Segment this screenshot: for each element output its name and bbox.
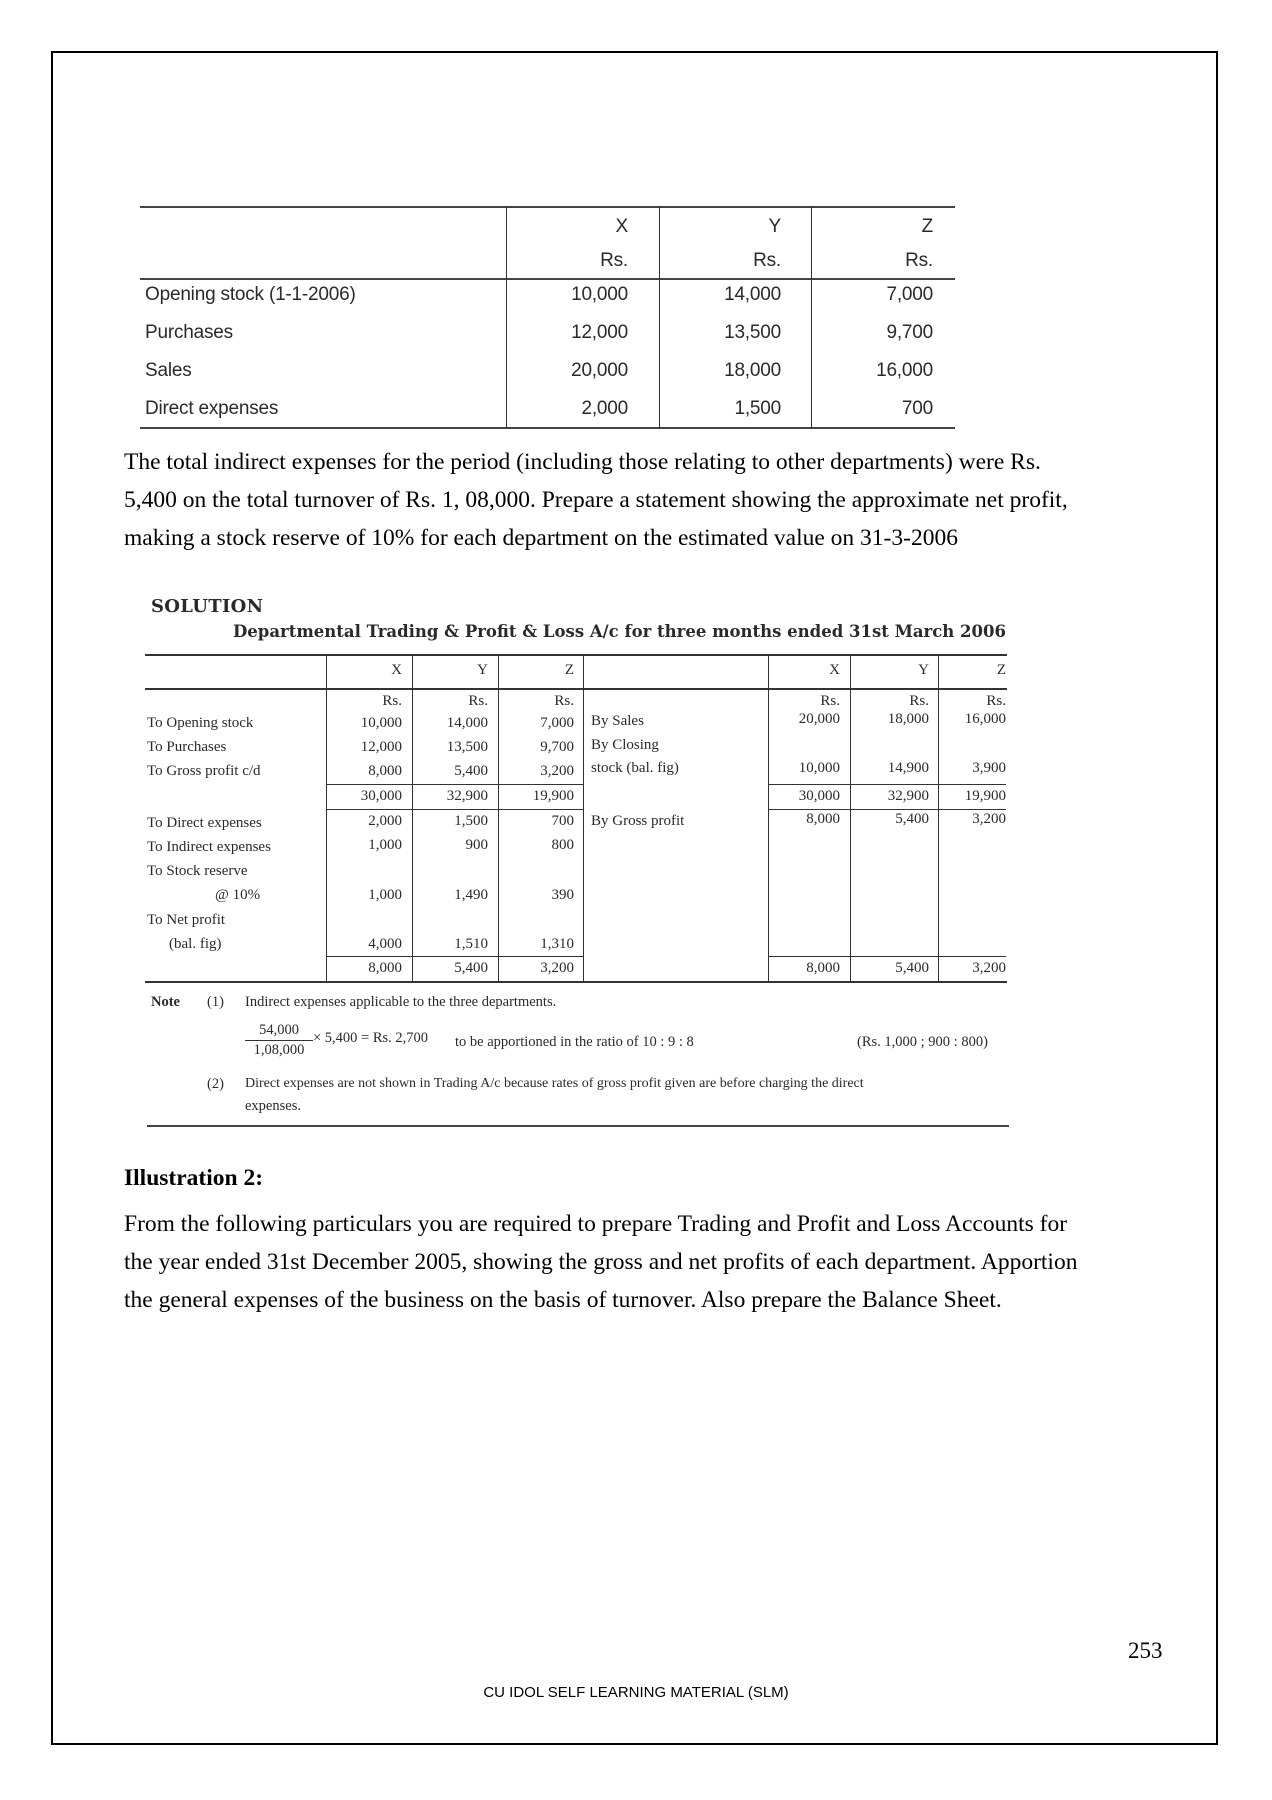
- subtotal-rule: [326, 784, 583, 785]
- note-2-marker: (2): [207, 1076, 224, 1092]
- debit-pl-total: 8,000: [368, 960, 402, 976]
- column-header-x: X: [829, 662, 840, 678]
- note-2-text: Direct expenses are not shown in Trading A/c because rates of gross profit given are before charging the direct: [245, 1076, 864, 1091]
- debit-label-indirect-expenses: To Indirect expenses: [147, 839, 271, 855]
- currency-label: Rs.: [753, 250, 781, 271]
- debit-label-opening-stock: To Opening stock: [147, 715, 254, 731]
- debit-cell: 8,000: [368, 763, 402, 779]
- currency-label: Rs.: [382, 693, 402, 709]
- credit-trading-total: 30,000: [798, 788, 840, 804]
- debit-cell: 1,310: [540, 936, 574, 952]
- solution-label: SOLUTION: [151, 596, 264, 617]
- debit-cell: 10,000: [360, 715, 402, 731]
- fraction-bar: [245, 1040, 313, 1041]
- row-label-sales: Sales: [145, 360, 192, 381]
- table-cell: 13,500: [724, 322, 781, 343]
- debit-cell: 5,400: [454, 763, 488, 779]
- table-cell: 10,000: [571, 284, 628, 305]
- row-label-direct-expenses: Direct expenses: [145, 398, 279, 419]
- credit-cell: 14,900: [887, 760, 929, 776]
- problem-paragraph: [124, 443, 1184, 557]
- credit-cell: 10,000: [798, 760, 840, 776]
- table-cell: 16,000: [876, 360, 933, 381]
- debit-cell: 390: [551, 887, 574, 903]
- currency-label: Rs.: [820, 693, 840, 709]
- credit-label-closing: By Closing: [591, 737, 659, 753]
- table-cell: 2,000: [581, 398, 628, 419]
- column-header-z: Z: [564, 662, 574, 678]
- column-divider: [326, 654, 327, 981]
- column-header-y: Y: [768, 216, 781, 237]
- column-divider: [498, 654, 499, 981]
- credit-pl-total: 5,400: [895, 960, 929, 976]
- debit-label-net-profit: To Net profit: [147, 912, 226, 928]
- paragraph-line: making a stock reserve of 10% for each department on the estimated value on 31-3-2006: [124, 525, 958, 551]
- debit-pl-total: 5,400: [454, 960, 488, 976]
- table-cell: 1,500: [734, 398, 781, 419]
- column-divider: [583, 654, 584, 981]
- note-2-text-continued: expenses.: [245, 1098, 301, 1114]
- currency-label: Rs.: [554, 693, 574, 709]
- table-cell: 9,700: [886, 322, 933, 343]
- trading-pl-account: [145, 654, 1007, 984]
- table-cell: 20,000: [571, 360, 628, 381]
- column-divider: [412, 654, 413, 981]
- debit-cell: 7,000: [540, 715, 574, 731]
- debit-cell: 800: [551, 837, 574, 853]
- subtotal-rule: [768, 956, 1006, 957]
- given-data-table: [140, 206, 955, 429]
- formula-tail: to be apportioned in the ratio of 10 : 9 : 8: [455, 1034, 694, 1050]
- credit-pl-total: 3,200: [972, 960, 1006, 976]
- account-title: Departmental Trading & Profit & Loss A/c for three months ended 31st March 2006: [233, 622, 1006, 641]
- total-rule: [768, 809, 1006, 810]
- column-divider: [768, 654, 769, 981]
- debit-cell: 1,000: [368, 887, 402, 903]
- row-label-purchases: Purchases: [145, 322, 233, 343]
- column-header-z: Z: [996, 662, 1006, 678]
- account-header-rule: [145, 688, 1007, 690]
- debit-cell: 700: [551, 813, 574, 829]
- debit-cell: 1,500: [454, 813, 488, 829]
- table-cell: 700: [901, 398, 933, 419]
- credit-label-gross-profit: By Gross profit: [591, 813, 685, 829]
- paragraph-line: the general expenses of the business on the basis of turnover. Also prepare the Balance Sheet.: [124, 1287, 1002, 1313]
- column-header-y: Y: [477, 662, 488, 678]
- note-1-marker: (1): [207, 994, 224, 1010]
- credit-trading-total: 32,900: [887, 788, 929, 804]
- debit-label-gross-profit-cd: To Gross profit c/d: [147, 763, 261, 779]
- illustration-heading: Illustration 2:: [124, 1165, 264, 1191]
- table-cell: 14,000: [724, 284, 781, 305]
- account-top-rule: [145, 654, 1007, 656]
- debit-cell: 1,000: [368, 837, 402, 853]
- credit-label-closing-stock: stock (bal. fig): [591, 760, 679, 776]
- paragraph-line: the year ended 31st December 2005, showing the gross and net profits of each department. Apportion: [124, 1249, 1078, 1275]
- debit-pl-total: 3,200: [540, 960, 574, 976]
- column-header-y: Y: [918, 662, 929, 678]
- table-cell: 12,000: [571, 322, 628, 343]
- debit-cell: 4,000: [368, 936, 402, 952]
- paragraph-line: 5,400 on the total turnover of Rs. 1, 08,000. Prepare a statement showing the approximate net profit,: [124, 487, 1068, 513]
- table-cell: 18,000: [724, 360, 781, 381]
- credit-cell: 3,900: [972, 760, 1006, 776]
- note-1-text: Indirect expenses applicable to the three departments.: [245, 994, 557, 1010]
- debit-label-direct-expenses: To Direct expenses: [147, 815, 262, 831]
- page-number: 253: [1128, 1638, 1163, 1663]
- credit-cell: 18,000: [887, 711, 929, 727]
- subtotal-rule: [768, 784, 1006, 785]
- column-divider: [938, 654, 939, 981]
- column-divider: [506, 206, 507, 429]
- credit-cell: 20,000: [798, 711, 840, 727]
- column-header-x: X: [391, 662, 402, 678]
- credit-cell: 3,200: [972, 811, 1006, 827]
- currency-label: Rs.: [600, 250, 628, 271]
- currency-label: Rs.: [909, 693, 929, 709]
- debit-cell: 13,500: [446, 739, 488, 755]
- footer-text: CU IDOL SELF LEARNING MATERIAL (SLM): [483, 1684, 789, 1701]
- fraction-denominator: 1,08,000: [253, 1042, 305, 1058]
- solution-bottom-rule: [147, 1125, 1009, 1127]
- table-bottom-rule: [140, 427, 955, 429]
- currency-label: Rs.: [986, 693, 1006, 709]
- credit-pl-total: 8,000: [806, 960, 840, 976]
- formula-result: (Rs. 1,000 ; 900 : 800): [857, 1034, 988, 1050]
- fraction: [245, 1022, 313, 1059]
- currency-label: Rs.: [468, 693, 488, 709]
- debit-cell: 12,000: [360, 739, 402, 755]
- note-label: Note: [151, 994, 180, 1010]
- credit-cell: 16,000: [964, 711, 1006, 727]
- paragraph-line: The total indirect expenses for the period (including those relating to other departments) were Rs.: [124, 449, 1041, 475]
- debit-trading-total: 32,900: [446, 788, 488, 804]
- formula-text: × 5,400 = Rs. 2,700: [313, 1030, 429, 1046]
- total-rule: [326, 809, 583, 810]
- debit-trading-total: 30,000: [360, 788, 402, 804]
- column-header-x: X: [615, 216, 628, 237]
- subtotal-rule: [326, 956, 583, 957]
- debit-label-stock-reserve: To Stock reserve: [147, 863, 248, 879]
- paragraph-line: From the following particulars you are required to prepare Trading and Profit and Loss Accounts for: [124, 1211, 1068, 1237]
- table-top-rule: [140, 206, 955, 208]
- debit-cell: 14,000: [446, 715, 488, 731]
- column-divider: [850, 654, 851, 981]
- debit-cell: 2,000: [368, 813, 402, 829]
- row-label-opening-stock: Opening stock (1-1-2006): [145, 284, 356, 305]
- fraction-numerator: 54,000: [259, 1022, 299, 1038]
- debit-cell: 1,510: [454, 936, 488, 952]
- debit-cell: 9,700: [540, 739, 574, 755]
- credit-cell: 8,000: [806, 811, 840, 827]
- solution-block: [145, 590, 1025, 1140]
- table-header-rule: [140, 278, 955, 280]
- debit-cell: 1,490: [454, 887, 488, 903]
- debit-label-purchases: To Purchases: [147, 739, 227, 755]
- table-cell: 7,000: [886, 284, 933, 305]
- debit-cell: 900: [465, 837, 488, 853]
- column-header-z: Z: [921, 216, 933, 237]
- account-bottom-rule: [145, 981, 1007, 983]
- debit-cell: 3,200: [540, 763, 574, 779]
- credit-trading-total: 19,900: [964, 788, 1006, 804]
- debit-label-net-profit-note: (bal. fig): [169, 936, 222, 952]
- credit-cell: 5,400: [895, 811, 929, 827]
- column-divider: [811, 206, 812, 429]
- debit-label-stock-reserve-rate: @ 10%: [215, 887, 261, 903]
- credit-label-sales: By Sales: [591, 713, 644, 729]
- column-divider: [659, 206, 660, 429]
- debit-trading-total: 19,900: [532, 788, 574, 804]
- currency-label: Rs.: [905, 250, 933, 271]
- illustration-paragraph: [124, 1205, 1184, 1319]
